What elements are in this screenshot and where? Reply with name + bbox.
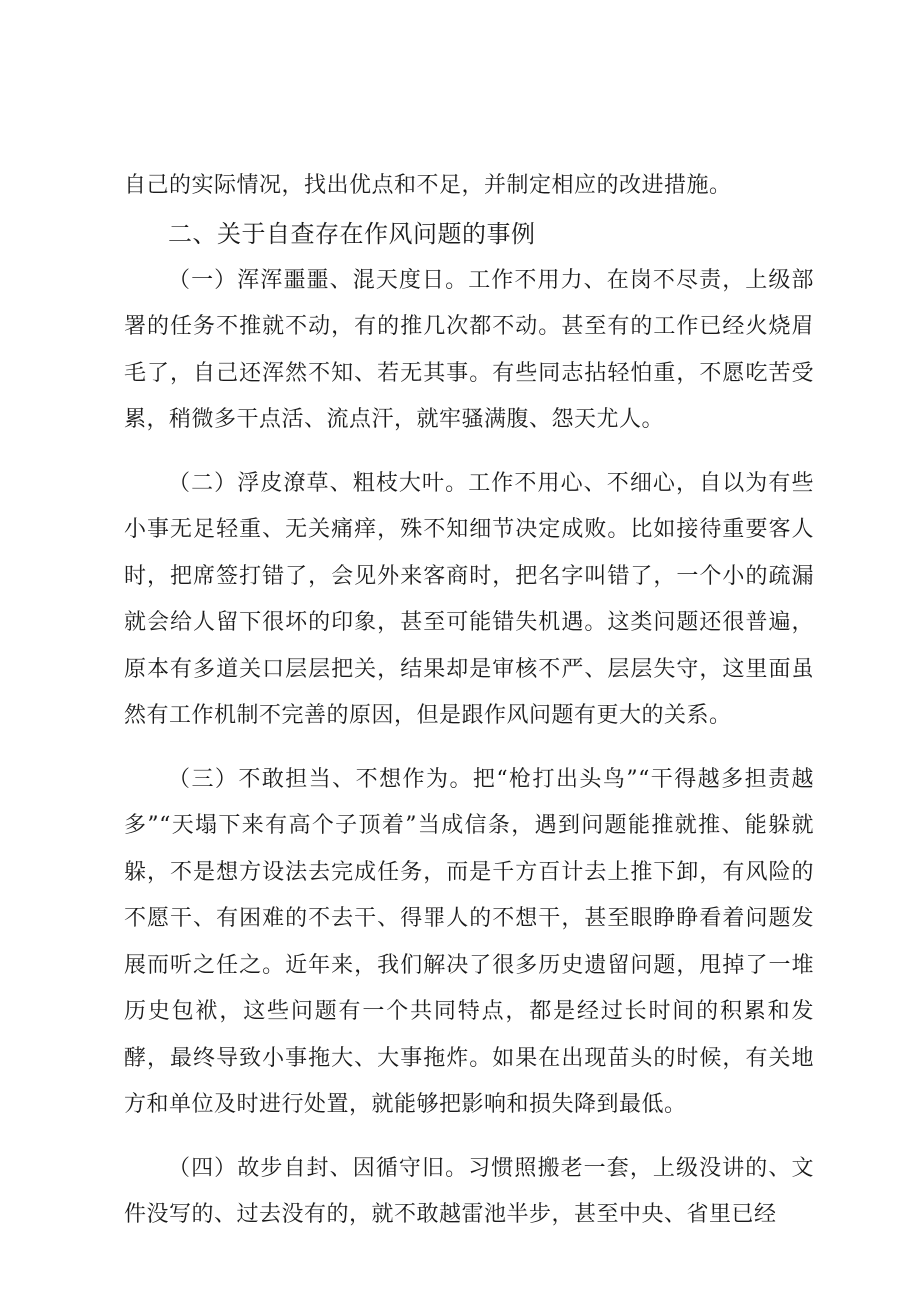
paragraph-1: （一）浑浑噩噩、混天度日。工作不用力、在岗不尽责，上级部署的任务不推就不动，有的推几次都不动。甚至有的工作已经火烧眉毛了，自己还浑然不知、若无其事。有些同志拈轻怕重，不愿吃苦受累，稍微多干点活、流点汗，就牢骚满腹、怨天尤人。 (124, 267, 814, 432)
paragraph-gap (124, 740, 814, 757)
paragraph-gap (124, 1129, 814, 1146)
paragraph-2: （二）浮皮潦草、粗枝大叶。工作不用心、不细心，自以为有些小事无足轻重、无关痛痒，殊不知细节决定成败。比如接待重要客人时，把席签打错了，会见外来客商时，把名字叫错了，一个小的疏漏就会给人留下很坏的印象，甚至可能错失机遇。这类问题还很普遍，原本有多道关口层层把关，结果却是审核不严、层层失守，这里面虽然有工作机制不完善的原因，但是跟作风问题有更大的关系。 (124, 470, 814, 728)
section-heading: 二、关于自查存在作风问题的事例 (168, 219, 536, 248)
document-body (124, 163, 814, 1239)
paragraph-4: （四）故步自封、因循守旧。习惯照搬老一套，上级没讲的、文件没写的、过去没有的，就不敢越雷池半步，甚至中央、省里已经 (124, 1155, 814, 1227)
opening-fragment: 自己的实际情况，找出优点和不足，并制定相应的改进措施。 (124, 173, 732, 198)
paragraph-gap (124, 444, 814, 461)
paragraph-3: （三）不敢担当、不想作为。把“枪打出头鸟”“干得越多担责越多”“天塌下来有高个子顶着”当成信条，遇到问题能推就推、能躲就躲，不是想方设法去完成任务，而是千方百计去上推下卸，有风险的不愿干、有困难的不去干、得罪人的不想干，甚至眼睁睁看着问题发展而听之任之。近年来，我们解决了很多历史遗留问题，甩掉了一堆历史包袱，这些问题有一个共同特点，都是经过长时间的积累和发酵，最终导致小事拖大、大事拖炸。如果在出现苗头的时候，有关地方和单位及时进行处置，就能够把影响和损失降到最低。 (124, 766, 814, 1117)
